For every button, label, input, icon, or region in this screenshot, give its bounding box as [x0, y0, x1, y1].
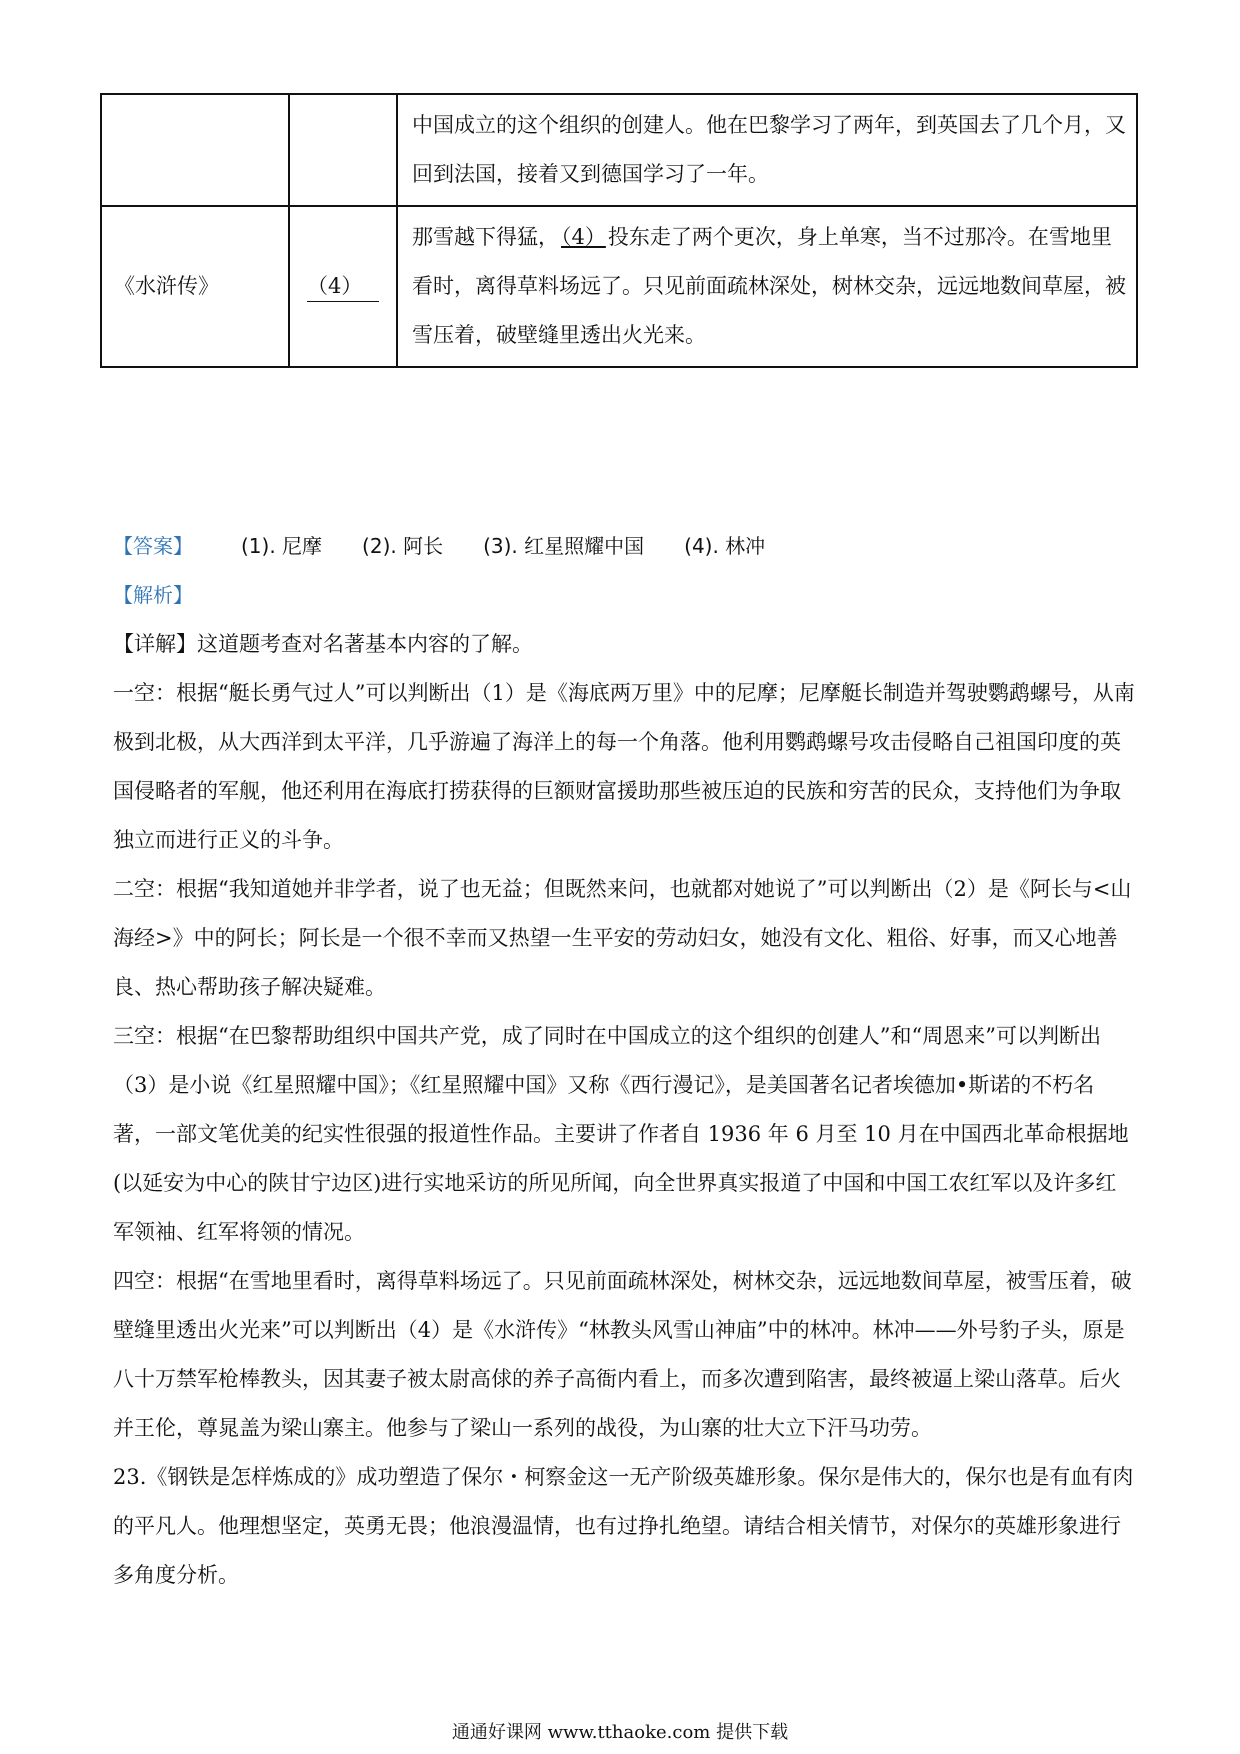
- answer-blank: （4）: [307, 271, 379, 302]
- analysis-paragraph-2: 二空：根据“我知道她并非学者，说了也无益；但既然来问，也就都对她说了”可以判断出（2）是《阿长与<山海经>》中的阿长；阿长是一个很不幸而又热望一生平安的劳动妇女，她没有文化、粗俗、好事，而又心地善良、热心帮助孩子解决疑难。: [113, 877, 1132, 999]
- book-character-table: [100, 93, 1138, 368]
- excerpt-text: 投东走了两个更次，身上单寒，当不过那冷。在雪地里看时，离得草料场远了。只见前面疏林深处，树林交杂，远远地数间草屋，被雪压着，破壁缝里透出火光来。: [412, 225, 1126, 347]
- analysis-detail: 【详解】这道题考查对名著基本内容的了解。: [113, 632, 533, 656]
- answer-line: [113, 522, 1135, 571]
- table-row: [101, 206, 1137, 367]
- table-cell-book: [101, 94, 289, 206]
- table-row: [101, 94, 1137, 206]
- table-cell-book: 《水浒传》: [101, 206, 289, 367]
- analysis-paragraph-4: 四空：根据“在雪地里看时，离得草料场远了。只见前面疏林深处，树林交杂，远远地数间草屋，被雪压着，破壁缝里透出火光来”可以判断出（4）是《水浒传》“林教头风雪山神庙”中的林冲。林冲——外号豹子头，原是八十万禁军枪棒教头，因其妻子被太尉高俅的养子高衙内看上，而多次遭到陷害，最终被逼上梁山落草。后火并王伦，尊晁盖为梁山寨主。他参与了梁山一系列的战役，为山寨的壮大立下汗马功劳。: [113, 1269, 1132, 1440]
- answer-blank: （4）: [561, 225, 606, 249]
- page-footer: 通通好课网 www.tthaoke.com 提供下载: [451, 1722, 789, 1743]
- answer-tag: 【答案】: [113, 534, 193, 558]
- table-cell-character: [289, 94, 397, 206]
- answer-item: (1). 尼摩: [241, 534, 323, 558]
- answer-item: (4). 林冲: [684, 534, 766, 558]
- answer-section: [113, 522, 1135, 1600]
- excerpt-text: 那雪越下得猛，: [412, 225, 559, 249]
- analysis-tag: 【解析】: [113, 583, 193, 607]
- analysis-paragraph-1: 一空：根据“艇长勇气过人”可以判断出（1）是《海底两万里》中的尼摩；尼摩艇长制造并驾驶鹦鹉螺号，从南极到北极，从大西洋到太平洋，几乎游遍了海洋上的每一个角落。他利用鹦鹉螺号攻击侵略自己祖国印度的英国侵略者的军舰，他还利用在海底打捞获得的巨额财富援助那些被压迫的民族和穷苦的民众，支持他们为争取独立而进行正义的斗争。: [113, 681, 1135, 852]
- analysis-tag-line: [113, 571, 1135, 620]
- question-23: 23.《钢铁是怎样炼成的》成功塑造了保尔・柯察金这一无产阶级英雄形象。保尔是伟大的，保尔也是有血有肉的平凡人。他理想坚定，英勇无畏；他浪漫温情，也有过挣扎绝望。请结合相关情节，对保尔的英雄形象进行多角度分析。: [113, 1465, 1134, 1587]
- table-cell-excerpt: [397, 206, 1137, 367]
- answer-item: (2). 阿长: [362, 534, 444, 558]
- answer-item: (3). 红星照耀中国: [483, 534, 645, 558]
- analysis-paragraph-3: 三空：根据“在巴黎帮助组织中国共产党，成了同时在中国成立的这个组织的创建人”和“周恩来”可以判断出（3）是小说《红星照耀中国》；《红星照耀中国》又称《西行漫记》，是美国著名记者埃德加•斯诺的不朽名著，一部文笔优美的纪实性很强的报道性作品。主要讲了作者自 1936 年 6 月至 10 月在中国西北革命根据地(以延安为中心的陕甘宁边区)进行实地采访的所见所闻，向全世界真实报道了中国和中国工农红军以及许多红军领袖、红军将领的情况。: [113, 1024, 1129, 1244]
- table-cell-excerpt: 中国成立的这个组织的创建人。他在巴黎学习了两年，到英国去了几个月，又回到法国，接着又到德国学习了一年。: [397, 94, 1137, 206]
- table-cell-character: [289, 206, 397, 367]
